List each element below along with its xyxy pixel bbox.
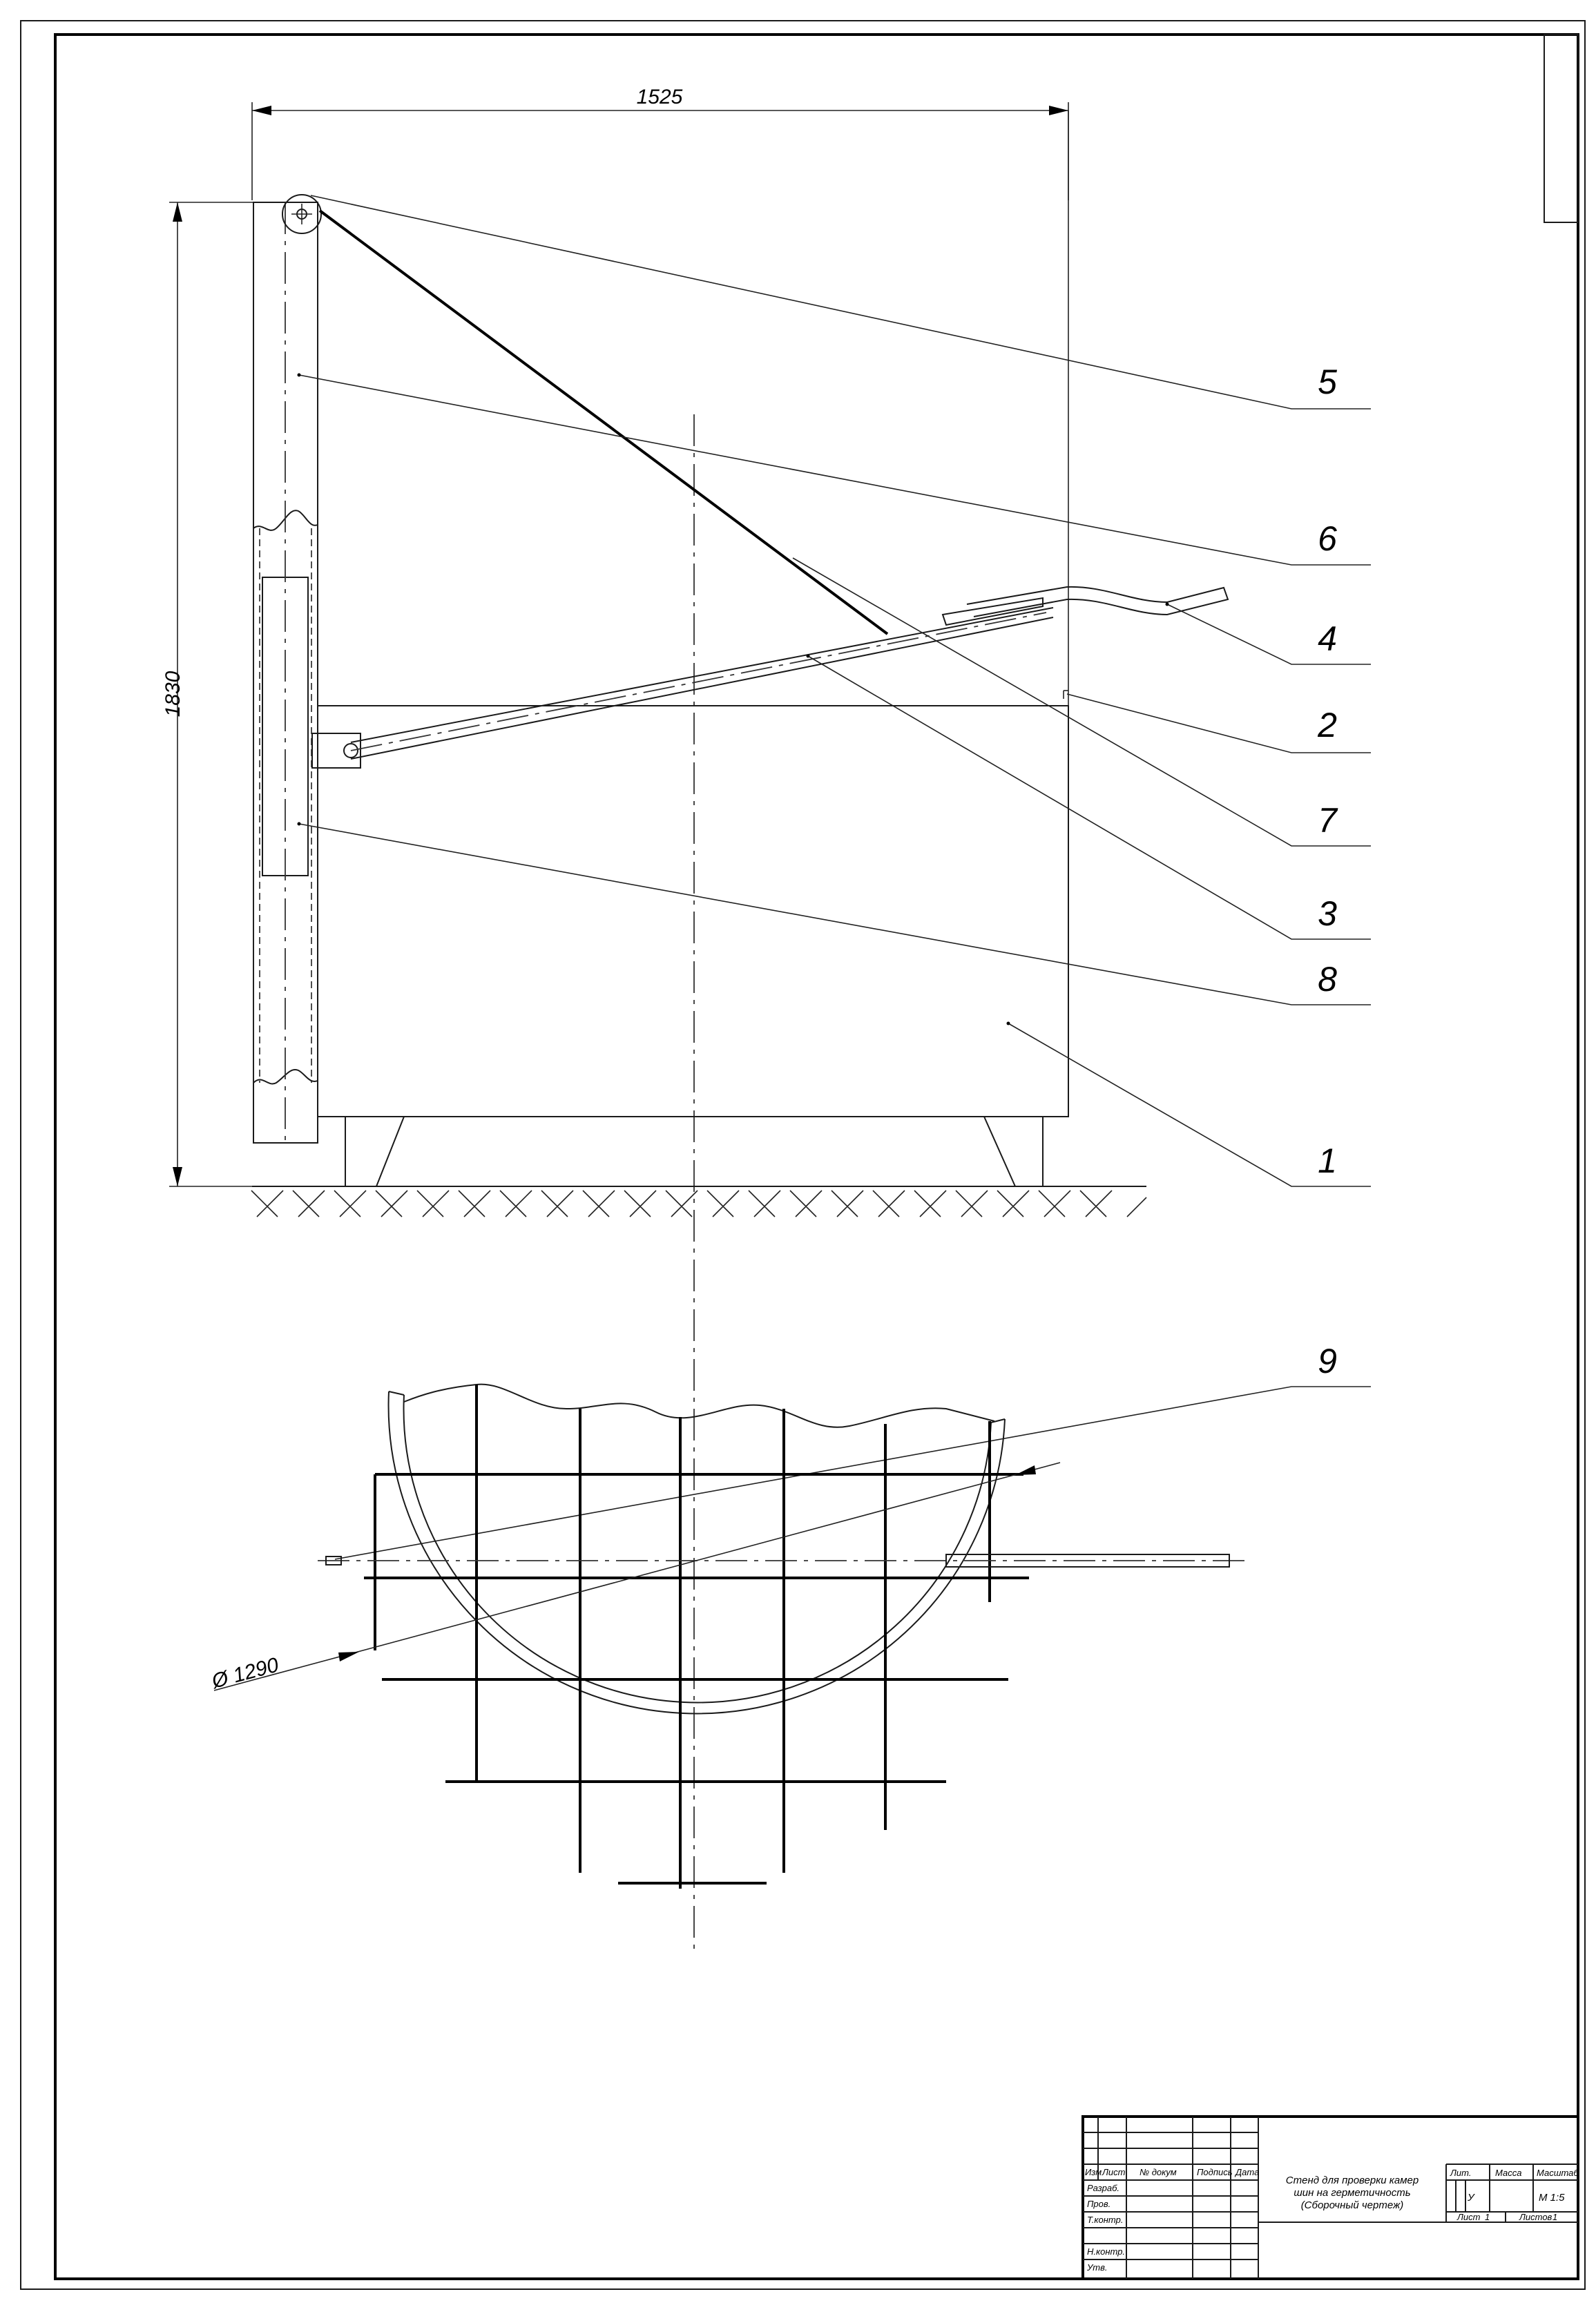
tb-sheet-value: 1 <box>1485 2212 1490 2222</box>
tb-mass-label: Масса <box>1495 2168 1522 2178</box>
sheet-frame <box>21 21 1585 2289</box>
tb-row-tkontr: Т.контр. <box>1087 2215 1124 2225</box>
callout-5: 5 <box>1318 363 1337 401</box>
tb-lit-label: Лит. <box>1450 2168 1472 2178</box>
tb-sheet-label: Лист <box>1457 2212 1481 2222</box>
lever-arm <box>312 587 1228 768</box>
title-block <box>1083 2117 1579 2279</box>
tb-title-line2: шин на герметичность <box>1294 2187 1411 2199</box>
callout-8: 8 <box>1318 960 1337 999</box>
tb-col-izm: Изм <box>1085 2167 1102 2177</box>
tb-scale-label: Масштаб <box>1537 2168 1579 2178</box>
dimension-height-value: 1830 <box>162 671 184 717</box>
callout-6: 6 <box>1318 519 1337 558</box>
dimension-height <box>162 202 287 1186</box>
dimension-width-value: 1525 <box>636 86 683 108</box>
vertical-post <box>253 202 318 1143</box>
ground-line <box>251 1186 1146 1217</box>
tb-title-line1: Стенд для проверки камер <box>1285 2175 1419 2186</box>
leader-lines <box>299 195 1371 1559</box>
callout-4: 4 <box>1318 619 1337 658</box>
tb-col-ndokum: № докум <box>1140 2167 1177 2177</box>
callout-9: 9 <box>1318 1342 1337 1380</box>
tb-col-list: Лист <box>1102 2167 1126 2177</box>
tank-plan-view <box>318 1385 1250 1889</box>
pulley <box>282 195 321 233</box>
cable <box>320 211 887 634</box>
tb-lit-value: У <box>1468 2192 1474 2204</box>
tb-row-razrab: Разраб. <box>1087 2183 1120 2193</box>
tb-title-line3: (Сборочный чертеж) <box>1300 2199 1404 2211</box>
tb-scale-value: М 1:5 <box>1539 2192 1565 2204</box>
tb-sheets-label: Листов <box>1519 2212 1552 2222</box>
callout-2: 2 <box>1318 706 1337 744</box>
tb-sheets-value: 1 <box>1552 2212 1558 2222</box>
callout-3: 3 <box>1318 894 1337 933</box>
callout-7: 7 <box>1318 801 1337 840</box>
tb-col-podpis: Подпись <box>1197 2167 1233 2177</box>
tb-row-prov: Пров. <box>1087 2199 1111 2209</box>
tb-row-utv: Утв. <box>1087 2262 1108 2273</box>
dimension-diameter-value: Ø 1290 <box>209 1653 281 1693</box>
dimension-width <box>252 86 1068 200</box>
tank-body <box>318 110 1068 1117</box>
tb-row-nkontr: Н.контр. <box>1087 2246 1126 2257</box>
callout-1: 1 <box>1318 1141 1337 1180</box>
tb-col-data: Дата <box>1236 2167 1260 2177</box>
